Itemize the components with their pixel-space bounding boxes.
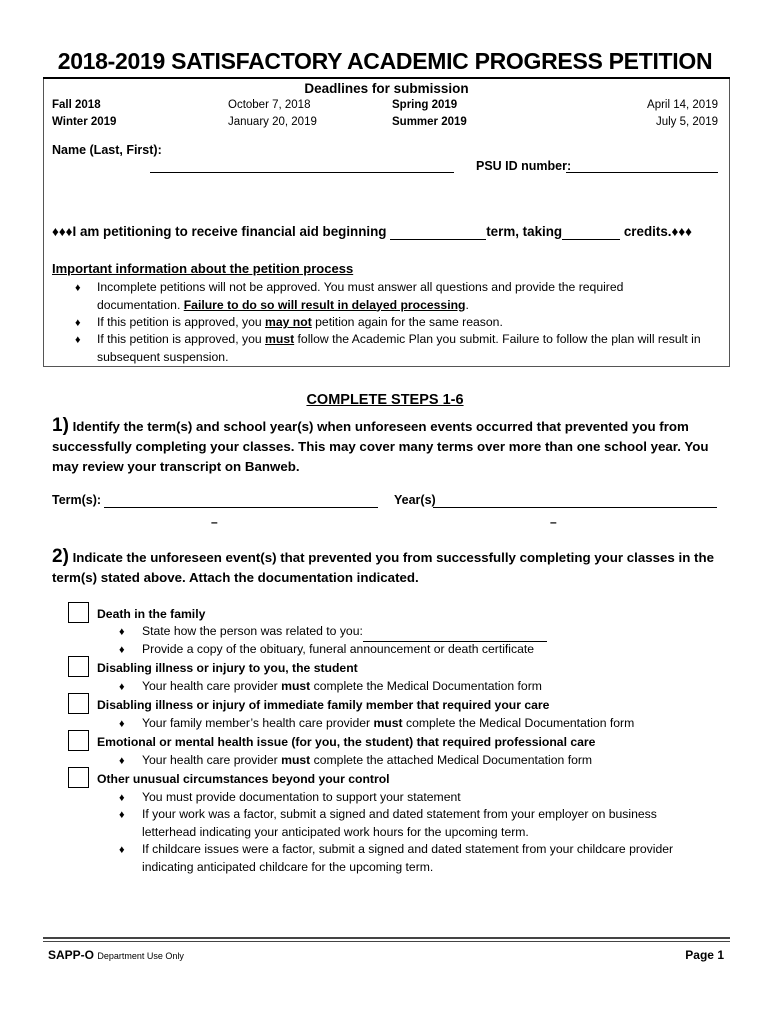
terms-dash: – xyxy=(211,515,218,529)
death-documentation-text: Provide a copy of the obituary, funeral announcement or death certificate xyxy=(142,642,535,656)
bullet: ♦ xyxy=(119,718,125,730)
bullet: ♦ xyxy=(119,755,125,767)
bullet: ♦ xyxy=(119,844,125,856)
box-top-rule xyxy=(43,77,730,79)
mental-health-doc-text: Your health care provider must complete the attached Medical Documentation form xyxy=(142,753,593,767)
death-in-family-label: Death in the family xyxy=(97,607,206,621)
death-relation-text: State how the person was related to you: xyxy=(142,623,547,642)
step-1-number: 1) xyxy=(52,415,69,436)
other-doc-text: You must provide documentation to support your statement xyxy=(142,790,461,804)
bullet: ♦ xyxy=(119,644,125,656)
illness-family-doc-text: Your family member’s health care provider must complete the Medical Documentation form xyxy=(142,716,635,730)
illness-student-doc-text: Your health care provider must complete the Medical Documentation form xyxy=(142,679,542,693)
important-bullet-2: ♦ xyxy=(75,317,81,329)
petition-prefix: ♦♦♦I am petitioning to receive financial aid beginning xyxy=(52,224,387,239)
step-2 xyxy=(52,547,720,588)
name-field[interactable] xyxy=(150,172,454,173)
deadline-term-spring: Spring 2019 xyxy=(392,99,458,111)
petition-term-text: term, taking xyxy=(486,224,563,239)
step-2-number: 2) xyxy=(52,546,69,567)
illness-family-label: Disabling illness or injury of immediate family member that required your care xyxy=(97,698,550,712)
terms-label: Term(s): xyxy=(52,493,102,507)
complete-steps-heading: COMPLETE STEPS 1-6 xyxy=(306,392,464,408)
psu-id-field[interactable] xyxy=(566,172,718,173)
important-heading: Important information about the petition process xyxy=(52,261,354,276)
relation-field[interactable] xyxy=(363,623,547,642)
bullet: ♦ xyxy=(119,809,125,821)
death-in-family-checkbox[interactable] xyxy=(68,602,89,623)
psu-id-label: PSU ID number: xyxy=(476,159,572,173)
other-childcare-text: If childcare issues were a factor, submit a signed and dated statement from your childcare provider indicating anticipated childcare for the upcoming term. xyxy=(142,842,674,874)
step-1-text: Identify the term(s) and school year(s) when unforeseen events occurred that prevented you from successfully completing your classes. This may cover many terms over more than one school year. You may review your transcript on Banweb. xyxy=(52,419,709,474)
beginning-term-field[interactable] xyxy=(390,224,486,240)
footer-rule xyxy=(43,937,730,939)
credits-field[interactable] xyxy=(562,224,620,240)
bullet: ♦ xyxy=(119,626,125,638)
other-circumstances-checkbox[interactable] xyxy=(68,767,89,788)
deadline-date-fall: October 7, 2018 xyxy=(228,99,311,111)
deadline-term-winter: Winter 2019 xyxy=(52,116,117,128)
deadline-term-fall: Fall 2018 xyxy=(52,99,101,111)
deadlines-heading: Deadlines for submission xyxy=(304,81,469,96)
name-label: Name (Last, First): xyxy=(52,143,162,157)
page-title: 2018-2019 SATISFACTORY ACADEMIC PROGRESS PETITION xyxy=(57,48,713,74)
illness-student-checkbox[interactable] xyxy=(68,656,89,677)
important-bullet-3: ♦ xyxy=(75,334,81,346)
step-1 xyxy=(52,416,720,477)
footer-rule-thin xyxy=(43,941,730,942)
important-item-1: Incomplete petitions will not be approved. You must answer all questions and provide the required documentation. Failure to do so will result in delayed processing. xyxy=(97,280,624,312)
petition-credits-text: credits.♦♦♦ xyxy=(623,224,692,239)
mental-health-checkbox[interactable] xyxy=(68,730,89,751)
mental-health-label: Emotional or mental health issue (for you, the student) that required professional care xyxy=(97,735,596,749)
years-label: Year(s) xyxy=(394,493,436,507)
important-item-2: If this petition is approved, you may not petition again for the same reason. xyxy=(97,315,503,329)
important-bullet-1: ♦ xyxy=(75,282,81,294)
bullet: ♦ xyxy=(119,681,125,693)
terms-field[interactable] xyxy=(104,507,378,508)
bullet: ♦ xyxy=(119,792,125,804)
petition-statement xyxy=(52,224,692,240)
illness-student-label: Disabling illness or injury to you, the student xyxy=(97,661,358,675)
important-item-3: If this petition is approved, you must follow the Academic Plan you submit. Failure to follow the plan will result in subsequent suspension. xyxy=(97,332,701,364)
deadline-date-summer: July 5, 2019 xyxy=(655,116,718,128)
deadline-term-summer: Summer 2019 xyxy=(392,116,467,128)
years-dash: – xyxy=(550,515,557,529)
deadline-date-spring: April 14, 2019 xyxy=(647,99,718,111)
footer-code: SAPP-O Department Use Only xyxy=(48,948,184,962)
step-2-text: Indicate the unforeseen event(s) that prevented you from successfully completing your classes in the term(s) stated above. Attach the documentation indicated. xyxy=(52,550,714,585)
page-number: Page 1 xyxy=(685,948,724,962)
other-work-text: If your work was a factor, submit a signed and dated statement from your employer on business letterhead indicating your anticipated work hours for the upcoming term. xyxy=(142,807,657,839)
illness-family-checkbox[interactable] xyxy=(68,693,89,714)
years-field[interactable] xyxy=(433,507,717,508)
other-circumstances-label: Other unusual circumstances beyond your control xyxy=(97,772,390,786)
deadline-date-winter: January 20, 2019 xyxy=(228,116,317,128)
